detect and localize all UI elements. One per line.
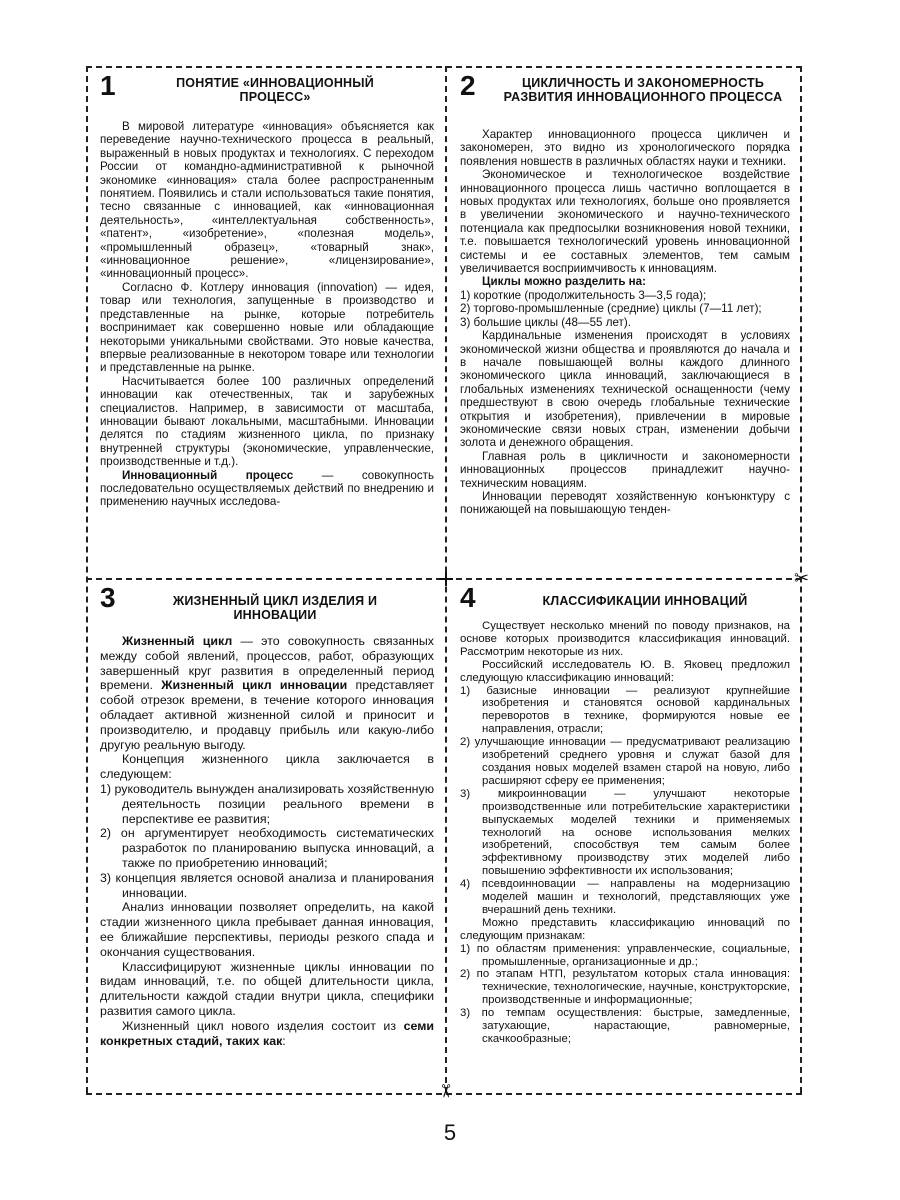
cut-line-top [86,66,802,68]
list-item: 3) по темпам осуществления: быстрые, замедленные, затухающие, нарастающие, равномерные, скачкообразные; [460,1007,790,1045]
list-item: 1) по областям применения: управленческие, социальные, промышленные, организационные и др.; [460,942,790,968]
paragraph: Инновации переводят хозяйственную конъюнктуру с понижающей на повышающую тенден- [460,489,790,517]
card-body [100,120,434,509]
paragraph: Характер инновационного процесса цикличен и закономерен, это видно из хронологического порядка появления новшеств в различных областях науки и техники. [460,128,790,168]
card-title: КЛАССИФИКАЦИИ ИННОВАЦИЙ [542,594,748,608]
paragraph: В мировой литературе «инновация» объясняется как переведение научно-технического процесса в реальный, выраженный в новых продуктах и технологиях. С переходом России от командно-административной к рыночной экономике «инновация» стала более распространенным понятием. Появились и стали использоваться такие понятия, тесно связанные с инновацией, как «инновационная деятельность», «интеллектуальная собственность», «патент», «изобретение», «полезная модель», «промышленный образец», «товарный знак», «инновационное решение», «лицензирование», «инновационный процесс». [100,120,434,281]
term: Жизненный цикл инновации [161,678,348,693]
cross-mark [439,572,453,586]
list-item: 1) руководитель вынужден анализировать хозяйственную деятельность позиции реального времени в перспективе ее развития; [100,781,434,826]
paragraph: Российский исследователь Ю. В. Яковец предложил следующую классификацию инноваций: [460,658,790,684]
list-item: 3) большие циклы (48—55 лет). [460,315,631,329]
card-title: ПОНЯТИЕ «ИННОВАЦИОННЫЙ ПРОЦЕСС» [176,76,374,104]
paragraph: Анализ инновации позволяет определить, на какой стадии жизненного цикла пребывает данная инновация, ее ближайшие перспективы, периоды резкого спада и окончания существования. [100,900,434,959]
paragraph-end: : [282,1033,286,1048]
term-definition: представляет собой отрезок времени, в течение которого инновация обладает активной жизненной силой и приносит и производителю, и продавцу прибыль или какую-либо другую реальную выгоду. [100,678,434,752]
card-4 [460,584,790,1084]
card-number: 2 [460,72,476,101]
card-body [460,620,790,1046]
list-item: 2) улучшающие инновации — предусматривают реализацию изобретений среднего уровня и служат базой для создания новых моделей взамен старой на новую, либо расширяют сферу ее применения; [460,736,790,787]
card-number: 1 [100,72,116,101]
list-item: 3) микроинновации — улучшают некоторые производственные или потребительские характеристики выпускаемых моделей техники и применяемых технологий на основе использования мелких изобретений, способствуя тем самым более эффективному производству этих моделей либо повышению эффективности их использования; [460,787,790,878]
paragraph: Согласно Ф. Котлеру инновация (innovation) — идея, товар или технология, запущенные в производство и представленные на рынке, которые потребитель воспринимает как совершенно новые или обладающие некоторыми уникальными свойствами. Это новые качества, впервые реализованные в некотором товаре или технологии и представленные на рынке. [100,280,434,375]
card-number: 4 [460,584,476,613]
term: Жизненный цикл [122,634,233,648]
paragraph [100,469,434,509]
paragraph: Насчитывается более 100 различных определений инновации как отечественных, так и зарубежных специалистов. Например, в зависимости от масштаба, инновации бывают локальными, масштабными. Инновации делятся по стадиям жизненного цикла, по признаку внутренней структуры (экономические, управленческие, производственные и т.д.). [100,374,434,469]
cut-line-left [86,66,88,1093]
list-item: 1) базисные инновации — реализуют крупнейшие изобретения и становятся основой кардинальных переворотов в технике, формируются новые ее направления, отрасли; [460,684,790,736]
card-title: ЦИКЛИЧНОСТЬ И ЗАКОНОМЕРНОСТЬ РАЗВИТИЯ ИННОВАЦИОННОГО ПРОЦЕССА [503,76,783,104]
list-item: 4) псевдоинновации — направлены на модернизацию моделей машин и технологий, представляющих уже вчерашний день техники. [460,878,790,916]
list-item: 2) он аргументирует необходимость систематических разработок по планированию выпуска инноваций, а также по приобретению инноваций; [100,826,434,870]
term-definition: — совокупность последовательно осуществляемых действий по внедрению и применению научных исследова- [100,468,434,509]
card-number: 3 [100,584,116,613]
list-item: 2) по этапам НТП, результатом которых стала инновация: технические, технологические, научные, конструкторские, производственные и информационные; [460,968,790,1007]
list-item: 2) торгово-промышленные (средние) циклы (7—11 лет); [460,302,762,316]
scissors-icon: ✂ [794,568,810,589]
card-body [460,128,790,517]
list-heading: Циклы можно разделить на: [482,275,646,289]
paragraph: Классифицируют жизненные циклы инновации по видам инноваций, т.е. по общей длительности цикла, длительности каждой стадии внутри цикла, специфики развития самого цикла. [100,959,434,1018]
card-3 [100,584,434,1084]
paragraph-text: Жизненный цикл нового изделия состоит из [122,1018,404,1033]
term: семи конкретных стадий, таких как [100,1018,434,1048]
paragraph: Концепция жизненного цикла заключается в следующем: [100,752,434,782]
paragraph: Кардинальные изменения происходят в условиях экономической жизни общества и проявляются до начала и в начале повышающей волны каждого длинного экономического цикла инноваций, заключающиеся в глобальных изменениях технической оснащенности (чему предшествуют в свою очередь глобальные технические открытия и изобретения), привлечении в мировые экономические связи новых стран, изменении добычи золота и денежного обращения. [460,329,790,450]
card-title: ЖИЗНЕННЫЙ ЦИКЛ ИЗДЕЛИЯ И ИННОВАЦИИ [172,594,378,622]
paragraph: Главная роль в цикличности и закономерности инновационных процессов принадлежит научно-техническим новациям. [460,449,790,490]
paragraph: Экономическое и технологическое воздействие инновационного процесса лишь частично воплощается в новых продуктах или технологиях, больше оно проявляется в увеличении экономического и научно-технического потенциала как предпосылки возникновения новой техники, т.е. повышается технологический уровень инновационной системы и ее составных элементов, тем самым увеличивается восприимчивость к инновациям. [460,168,790,276]
term: Инновационный процесс [122,468,294,482]
card-1 [100,72,434,574]
paragraph: Можно представить классификацию инноваций по следующим признакам: [460,916,790,942]
scissors-icon: ✂ [434,1083,456,1099]
page-number: 5 [443,1120,457,1145]
paragraph [100,1019,434,1049]
paragraph [100,634,434,752]
card-body [100,634,434,1048]
term-definition: — это совокупность связанных между собой явлений, процессов, работ, образующих завершенный круг развития в определенный период времени. [100,634,434,693]
card-2 [460,72,790,574]
list-item: 1) короткие (продолжительность 3—3,5 года); [460,288,707,302]
list-item: 3) концепция является основой анализа и планирования инновации. [100,870,434,900]
paragraph: Существует несколько мнений по поводу признаков, на основе которых производится классификация инноваций. Рассмотрим некоторые из них. [460,620,790,658]
